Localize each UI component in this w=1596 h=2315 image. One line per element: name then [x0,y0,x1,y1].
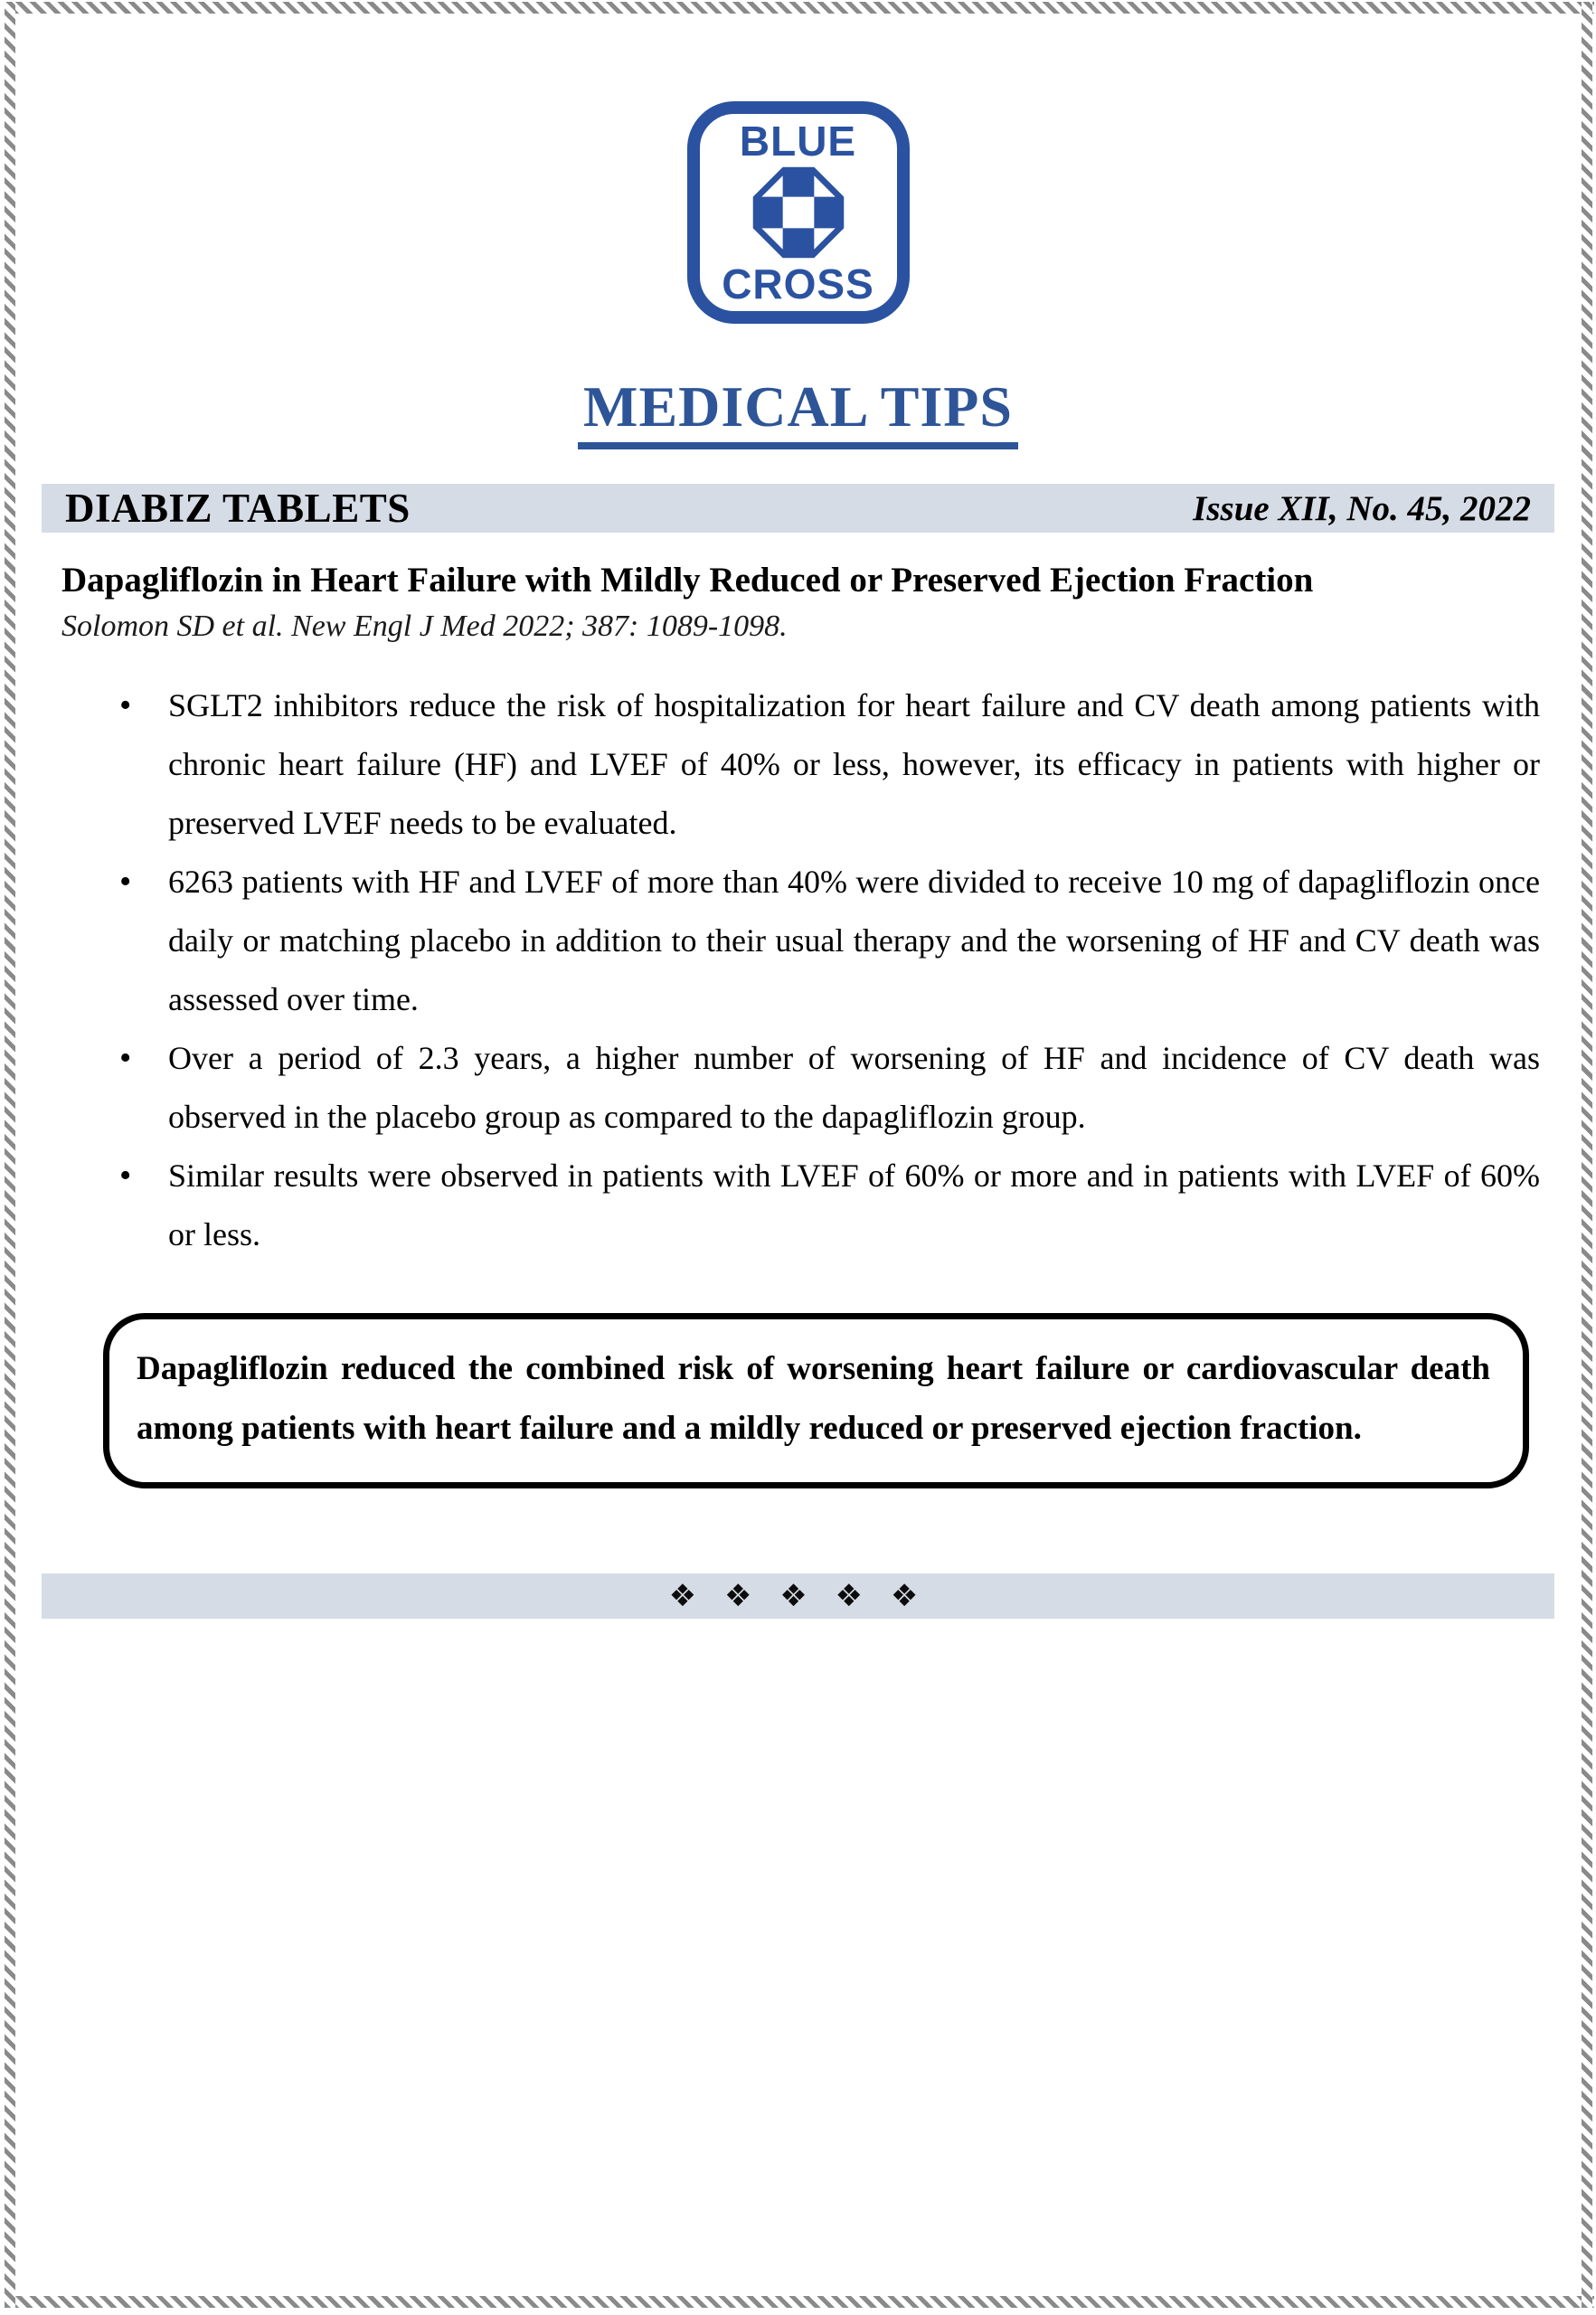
page-border-right [1582,2,1592,2308]
separator-bar [42,1573,1554,1619]
masthead-title: MEDICAL TIPS [578,376,1018,449]
masthead [0,376,1596,449]
article-bullet-list [116,676,1540,1264]
article-citation: Solomon SD et al. New Engl J Med 2022; 387: 1089-1098. [61,609,788,643]
bullet-item: • 6263 patients with HF and LVEF of more than 40% were divided to receive 10 mg of dapagliflozin once daily or matching placebo in addition to their usual therapy and the worsening of HF and CV death was assessed over time. [116,853,1540,1029]
issue-number: Issue XII, No. 45, 2022 [1193,488,1531,528]
bullet-item: • Over a period of 2.3 years, a higher number of worsening of HF and incidence of CV death was observed in the placebo group as compared to the dapagliflozin group. [116,1029,1540,1147]
summary-box: Dapagliflozin reduced the combined risk of worsening heart failure or cardiovascular death among patients with heart failure and a mildly reduced or preserved ejection fraction. [103,1313,1529,1488]
product-name: DIABIZ TABLETS [65,486,411,532]
logo-word-cross: CROSS [722,260,874,307]
article-title: Dapagliflozin in Heart Failure with Mildly Reduced or Preserved Ejection Fraction [61,561,1314,600]
bullet-item: • SGLT2 inhibitors reduce the risk of hospitalization for heart failure and CV death among patients with chronic heart failure (HF) and LVEF of 40% or less, however, its efficacy in patients with higher or preserved LVEF needs to be evaluated. [116,676,1540,853]
page-border-bottom [13,2296,1594,2308]
checkered-cross-octagon-icon [751,165,845,260]
bullet-item: • Similar results were observed in patients with LVEF of 60% or more and in patients with LVEF of 60% or less. [116,1147,1540,1264]
page-border-top [13,2,1594,14]
blue-cross-logo [687,101,910,324]
issue-bar [42,484,1554,533]
logo-container [0,0,1596,324]
diamond-separator-icons: ❖ ❖ ❖ ❖ ❖ [668,1577,928,1614]
page-border-left [5,2,15,2308]
logo-word-blue: BLUE [739,118,857,165]
